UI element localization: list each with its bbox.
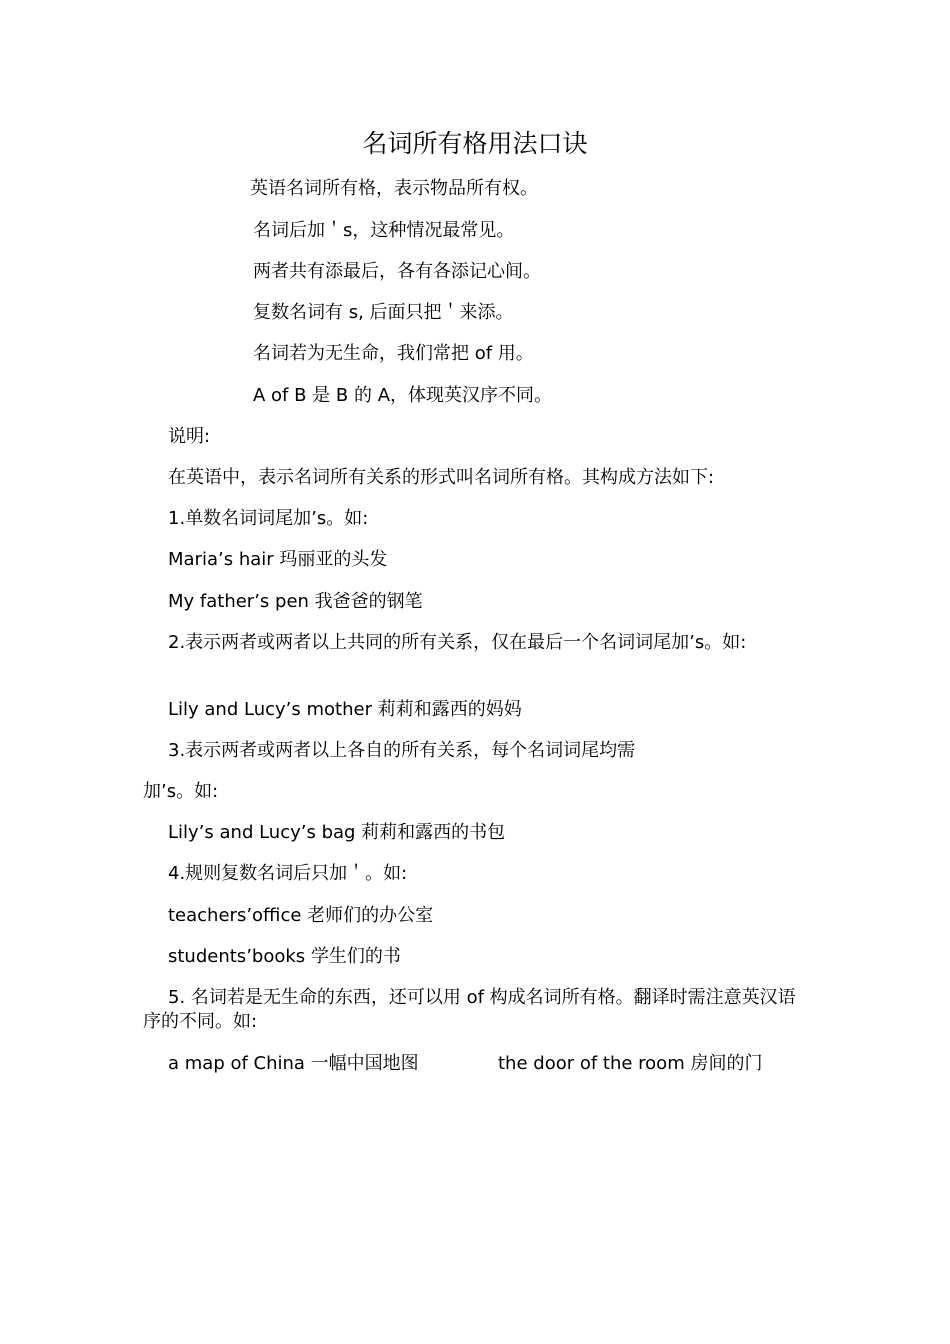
explanation-heading: 说明: — [168, 426, 211, 447]
rule-1: 1.单数名词词尾加’s。如: — [168, 508, 369, 529]
rule-5-example-2: the door of the room 房间的门 — [498, 1053, 763, 1074]
rule-5: 5. 名词若是无生命的东西，还可以用 of 构成名词所有格。翻译时需注意英汉语序的不同。如: — [143, 987, 796, 1032]
rule-1-example-2: My father’s pen 我爸爸的钢笔 — [168, 591, 423, 612]
rhyme-line-6: A of B 是 B 的 A，体现英汉序不同。 — [253, 385, 553, 406]
rule-3-line-1: 3.表示两者或两者以上各自的所有关系，每个名词词尾均需 — [168, 740, 636, 761]
page-title: 名词所有格用法口诀 — [362, 129, 588, 158]
rhyme-line-1: 英语名词所有格，表示物品所有权。 — [250, 178, 538, 199]
rule-2: 2.表示两者或两者以上共同的所有关系，仅在最后一个名词词尾加’s。如: — [168, 632, 747, 653]
rule-4-example-2: students’books 学生们的书 — [168, 946, 401, 967]
rule-3-line-2: 加’s。如: — [143, 781, 219, 802]
explanation-intro: 在英语中，表示名词所有关系的形式叫名词所有格。其构成方法如下: — [168, 467, 715, 488]
rule-1-example-1: Maria’s hair 玛丽亚的头发 — [168, 549, 388, 570]
rhyme-line-3: 两者共有添最后，各有各添记心间。 — [253, 261, 541, 282]
rule-4: 4.规则复数名词后只加＇。如: — [168, 863, 408, 884]
rhyme-line-2: 名词后加＇s，这种情况最常见。 — [253, 220, 515, 241]
rule-2-example: Lily and Lucy’s mother 莉莉和露西的妈妈 — [168, 699, 522, 720]
rhyme-line-4: 复数名词有 s, 后面只把＇来添。 — [253, 302, 514, 323]
rule-5-example-1: a map of China 一幅中国地图 — [168, 1053, 419, 1074]
rule-4-example-1: teachers’office 老师们的办公室 — [168, 905, 434, 926]
rhyme-line-5: 名词若为无生命，我们常把 of 用。 — [253, 343, 534, 364]
rule-3-example: Lily’s and Lucy’s bag 莉莉和露西的书包 — [168, 822, 506, 843]
